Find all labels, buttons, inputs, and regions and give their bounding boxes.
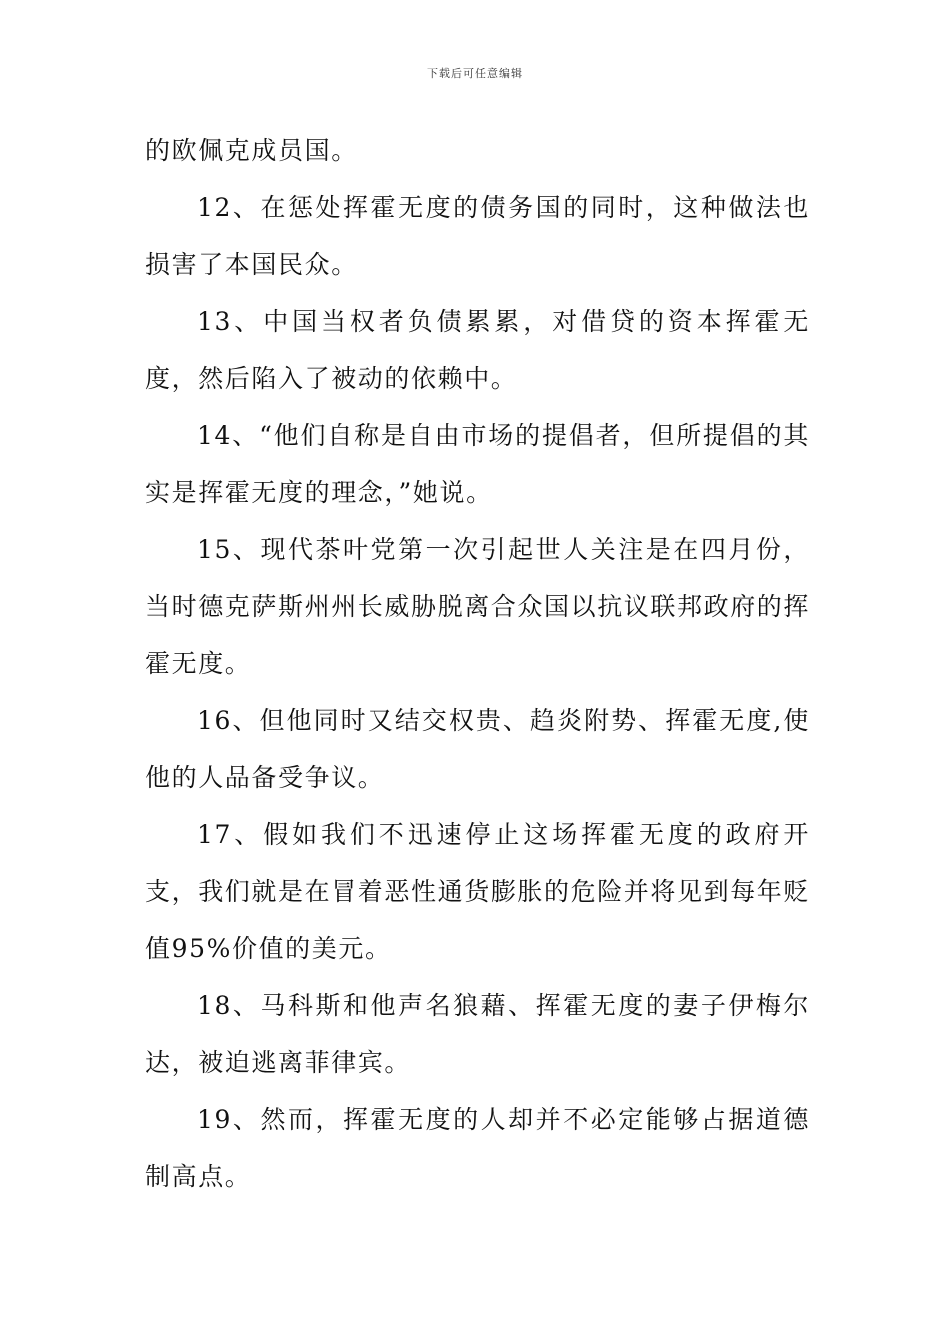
document-body bbox=[145, 122, 810, 1205]
paragraph-item-15: 15、现代茶叶党第一次引起世人关注是在四月份，当时德克萨斯州州长威胁脱离合众国以抗议联邦政府的挥霍无度。 bbox=[145, 535, 811, 678]
paragraph-item-18: 18、马科斯和他声名狼藉、挥霍无度的妻子伊梅尔达，被迫逃离菲律宾。 bbox=[145, 991, 810, 1077]
paragraph-item-14: 14、“他们自称是自由市场的提倡者，但所提倡的其实是挥霍无度的理念，”她说。 bbox=[145, 421, 810, 507]
paragraph-item-17: 17、假如我们不迅速停止这场挥霍无度的政府开支，我们就是在冒着恶性通货膨胀的危险并将见到每年贬值95%价值的美元。 bbox=[145, 820, 811, 963]
paragraph-item-16: 16、但他同时又结交权贵、趋炎附势、挥霍无度,使他的人品备受争议。 bbox=[145, 706, 810, 792]
paragraph-continuation: 的欧佩克成员国。 bbox=[145, 136, 358, 165]
paragraph-item-12: 12、在惩处挥霍无度的债务国的同时，这种做法也损害了本国民众。 bbox=[145, 193, 810, 279]
page-header: 下载后可任意编辑 bbox=[427, 67, 523, 80]
paragraph-item-19: 19、然而，挥霍无度的人却并不必定能够占据道德制高点。 bbox=[145, 1105, 810, 1191]
paragraph-item-13: 13、中国当权者负债累累，对借贷的资本挥霍无度，然后陷入了被动的依赖中。 bbox=[145, 307, 810, 393]
